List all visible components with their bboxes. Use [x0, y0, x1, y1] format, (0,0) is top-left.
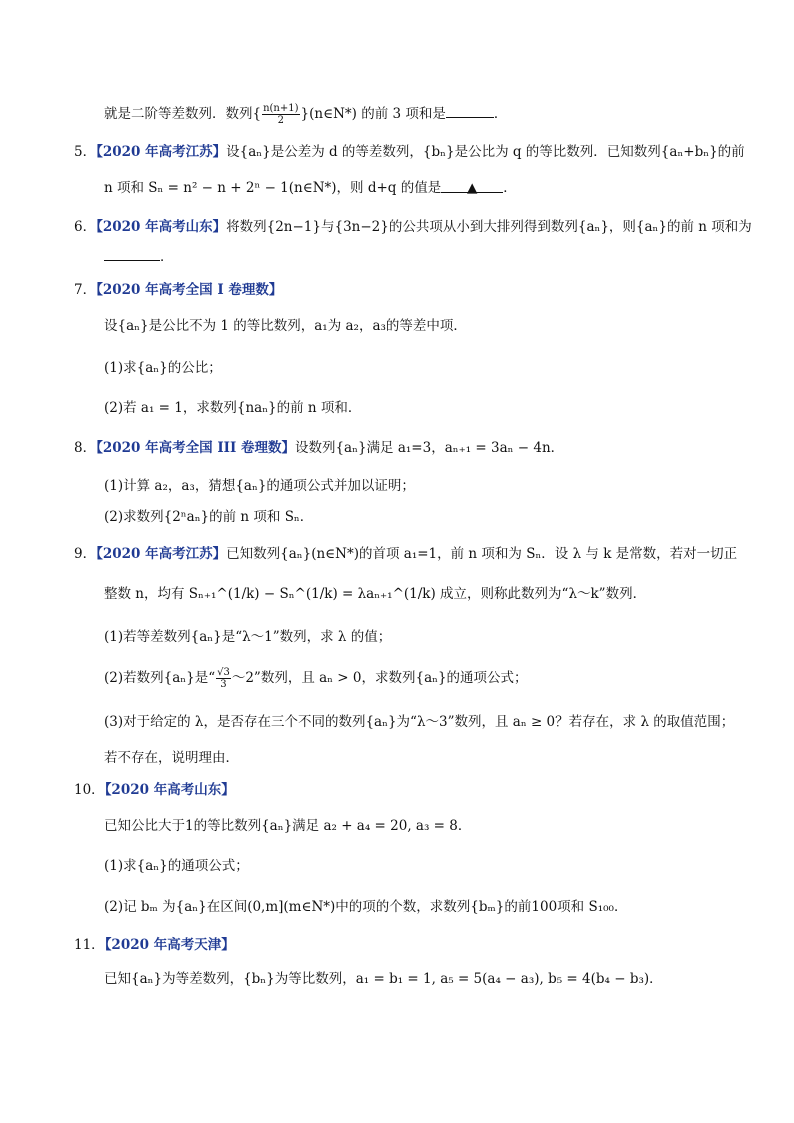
- answer-blank: [446, 103, 494, 118]
- line-text: 将数列{2n−1}与{3n−2}的公共项从小到大排列得到数列{aₙ}，则{aₙ}的前 n 项和为: [226, 219, 752, 235]
- line-text: 整数 n，均有 Sₙ₊₁^(1/k) − Sₙ^(1/k) = λaₙ₊₁^(1/k) 成立，则称此数列为“λ～k”数列．: [104, 586, 647, 602]
- question-10-line: [74, 780, 235, 800]
- line-text: (1)求{aₙ}的通项公式；: [104, 858, 249, 874]
- line-text: n 项和 Sₙ = n² − n + 2ⁿ − 1(n∈N*)，则 d+q 的值是: [104, 180, 442, 196]
- fraction: [216, 667, 231, 690]
- fraction-denominator: 2: [277, 115, 284, 126]
- line-text: ．: [493, 106, 508, 122]
- source-tag: 【2020 年高考天津】: [104, 937, 235, 953]
- question-6-line: [74, 217, 752, 237]
- line-text: ．: [160, 249, 174, 265]
- text-line: [104, 748, 239, 768]
- line-text: 设数列{aₙ}满足 a₁=3，aₙ₊₁ = 3aₙ − 4n．: [294, 440, 565, 456]
- text-line: [104, 103, 507, 126]
- text-line: [104, 816, 471, 836]
- source-tag: 【2020 年高考山东】: [104, 782, 235, 798]
- fraction-numerator: n(n+1): [263, 103, 299, 114]
- line-text: (2)求数列{2ⁿaₙ}的前 n 项和 Sₙ．: [104, 509, 314, 525]
- text-line: [104, 856, 249, 876]
- line-text: (1)求{aₙ}的公比；: [104, 360, 222, 376]
- source-tag: 【2020 年高考江苏】: [96, 144, 227, 160]
- source-tag: 【2020 年高考全国 I 卷理数】: [96, 282, 283, 298]
- question-11-line: [74, 935, 235, 955]
- line-text: 若不存在，说明理由．: [104, 750, 239, 766]
- text-line: [104, 712, 734, 732]
- question-7-line: [74, 280, 282, 300]
- question-number: 6．: [74, 219, 97, 235]
- fraction: [262, 103, 299, 126]
- fraction-denominator: 3: [220, 679, 227, 690]
- line-text: (1)若等差数列{aₙ}是“λ～1”数列，求 λ 的值；: [104, 629, 392, 645]
- question-number: 10．: [74, 782, 105, 798]
- line-text: (3)对于给定的 λ，是否存在三个不同的数列{aₙ}为“λ～3”数列，且 aₙ ≥ 0？若存在，求 λ 的取值范围；: [104, 714, 735, 730]
- question-8-line: [74, 438, 564, 458]
- source-tag: 【2020 年高考全国 III 卷理数】: [96, 440, 295, 456]
- source-tag: 【2020 年高考山东】: [96, 219, 227, 235]
- question-number: 8．: [74, 440, 97, 456]
- text-line: [104, 316, 467, 336]
- text-line: [104, 398, 361, 418]
- triangle-mark: ▲: [467, 180, 478, 196]
- text-line: [104, 358, 222, 378]
- line-text: 设{aₙ}是公差为 d 的等差数列，{bₙ}是公比为 q 的等比数列．已知数列{aₙ+bₙ}的前: [226, 144, 745, 160]
- text-line: [104, 507, 313, 527]
- answer-blank: [104, 246, 160, 261]
- line-text: ～2”数列，且 aₙ > 0，求数列{aₙ}的通项公式；: [231, 670, 528, 686]
- line-text: 设{aₙ}是公比不为 1 的等比数列，a₁为 a₂，a₃的等差中项．: [104, 318, 467, 334]
- text-line: [104, 246, 174, 267]
- fraction-numerator: √3: [217, 667, 230, 678]
- text-line: [104, 584, 646, 604]
- question-number: 5．: [74, 144, 97, 160]
- question-number: 9．: [74, 546, 97, 562]
- line-text: (2)记 bₘ 为{aₙ}在区间(0,m](m∈N*)中的项的个数，求数列{bₘ}的前100项和 S₁₀₀．: [104, 899, 628, 915]
- line-text: ．: [503, 180, 517, 196]
- line-text: }(n∈N*) 的前 3 项和是: [300, 106, 446, 122]
- question-9-line: [74, 544, 737, 564]
- answer-blank: [441, 178, 503, 196]
- line-text: (2)若 a₁ = 1，求数列{naₙ}的前 n 项和．: [104, 400, 362, 416]
- question-number: 7．: [74, 282, 97, 298]
- line-text: (2)若数列{aₙ}是“: [104, 670, 216, 686]
- question-number: 11．: [74, 937, 105, 953]
- question-5-line: [74, 142, 745, 162]
- text-line: [104, 969, 663, 989]
- line-text: 已知{aₙ}为等差数列，{bₙ}为等比数列，a₁ = b₁ = 1, a₅ = 5(a₄ − a₃), b₅ = 4(b₄ − b₃)．: [104, 971, 663, 987]
- line-text: (1)计算 a₂，a₃，猜想{aₙ}的通项公式并加以证明；: [104, 478, 415, 494]
- text-line: [104, 476, 415, 496]
- text-line: [104, 897, 627, 917]
- line-text: 就是二阶等差数列．数列{: [104, 106, 262, 122]
- line-text: 已知公比大于1的等比数列{aₙ}满足 a₂ + a₄ = 20, a₃ = 8．: [104, 818, 472, 834]
- text-line: [104, 667, 528, 690]
- source-tag: 【2020 年高考江苏】: [96, 546, 227, 562]
- line-text: 已知数列{aₙ}(n∈N*)的首项 a₁=1，前 n 项和为 Sₙ．设 λ 与 k 是常数，若对一切正: [226, 546, 738, 562]
- text-line: [104, 178, 517, 198]
- text-line: [104, 627, 391, 647]
